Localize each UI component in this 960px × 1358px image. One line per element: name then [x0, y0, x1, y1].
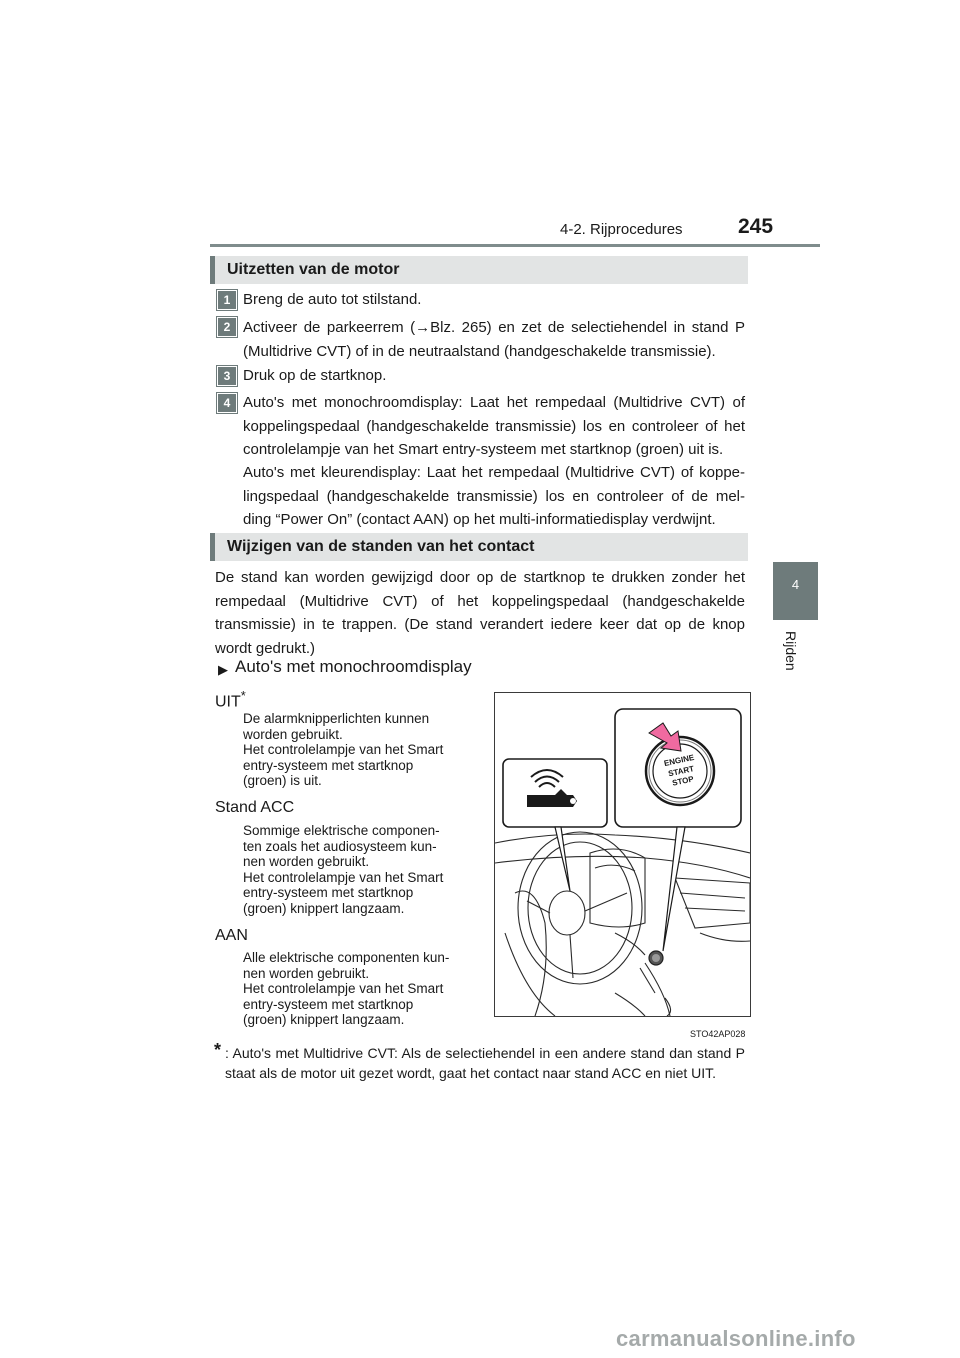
- triangle-bullet-icon: ▶: [218, 662, 228, 677]
- desc-line: (groen) knippert langzaam.: [243, 1012, 405, 1027]
- watermark-text: carmanualsonline.info: [616, 1326, 856, 1351]
- desc-line: (groen) knippert langzaam.: [243, 900, 405, 916]
- step-text: Activeer de parkeerrem (→Blz. 265) en zet de selectiehendel in stand P (Multidrive CVT) of in de neutraalstand (handgeschakelde transmissie).: [243, 319, 745, 360]
- mode-description-on: [243, 950, 475, 1028]
- desc-line: (groen) is uit.: [243, 773, 322, 788]
- step-text: Breng de auto tot stilstand.: [243, 291, 422, 308]
- desc-line: Het controlelampje van het Smart: [243, 742, 444, 757]
- desc-line: entry-systeem met startknop: [243, 885, 414, 900]
- engine-button-text: ENGINE: [663, 752, 696, 769]
- footnote-asterisk: *: [214, 1040, 222, 1060]
- intro-paragraph: De stand kan worden gewijzigd door op de startknop te drukken zonder het rempedaal (Multidrive CVT) of het koppelingspedaal (handgeschakelde transmissie) in te trappen. (De stand verandert iedere keer dat op de knop wordt gedrukt.): [215, 569, 745, 657]
- mode-description-off: [243, 711, 475, 789]
- desc-line: Het controlelampje van het Smart: [243, 981, 444, 996]
- step-text: Druk op de startknop.: [243, 367, 387, 384]
- desc-line: nen worden gebruikt.: [243, 854, 370, 869]
- engine-button-text: STOP: [671, 774, 695, 788]
- desc-line: nen worden gebruikt.: [243, 965, 370, 981]
- step-number-badge: 3: [217, 366, 237, 386]
- footnote-text: : Auto's met Multidrive CVT: Als de selectiehendel in een andere stand dan stand P staat als de motor uit gezet wordt, gaat het contact naar stand ACC en niet UIT.: [225, 1045, 745, 1081]
- chapter-tab-number: 4: [791, 577, 800, 592]
- header-rule: [210, 244, 820, 247]
- desc-line: Het controlelampje van het Smart: [243, 869, 444, 885]
- page-number: 245: [738, 215, 774, 238]
- step-number-badge: 2: [217, 317, 237, 337]
- step-number-badge: 4: [217, 393, 237, 413]
- chapter-tab-label: Rijden: [783, 631, 799, 671]
- step-number-badge: 1: [217, 290, 237, 310]
- desc-line: worden gebruikt.: [243, 726, 343, 742]
- dashboard-illustration: [494, 692, 751, 1017]
- running-header-section: 4-2. Rijprocedures: [560, 221, 683, 238]
- mode-label-acc: Stand ACC: [215, 799, 295, 816]
- desc-line: De alarmknipperlichten kunnen: [243, 711, 430, 726]
- desc-line: entry-systeem met startknop: [243, 996, 414, 1012]
- figure-code: STO42AP028: [690, 1029, 746, 1039]
- desc-line: Alle elektrische componenten kun-: [243, 950, 450, 965]
- mode-label-off: UIT*: [215, 688, 246, 711]
- desc-line: ten zoals het audiosysteem kun-: [243, 838, 437, 854]
- engine-button-text: START: [667, 764, 695, 779]
- mode-label-on: AAN: [215, 927, 248, 944]
- section-heading-ignition-modes: Wijzigen van de standen van het contact: [210, 533, 748, 561]
- step-text-continued: Auto's met kleurendisplay: Laat het rempedaal (Multidrive CVT) of koppe- lingspedaal (handgeschakelde transmissie) los en controleer of de mel- ding “Power On” (contact AAN) op het multi-informatiedisplay verdwijnt.: [243, 464, 745, 528]
- mode-description-acc: [243, 823, 475, 916]
- desc-line: Sommige elektrische componen-: [243, 823, 440, 838]
- desc-line: entry-systeem met startknop: [243, 757, 414, 773]
- step-text: Auto's met monochroomdisplay: Laat het rempedaal (Multidrive CVT) of koppelingspedaal (handgeschakelde transmissie) los en controleer of het controlelampje van het Smart entry-systeem met startknop (groen) uit is.: [243, 394, 745, 458]
- section-heading-engine-off: Uitzetten van de motor: [210, 256, 748, 284]
- subheading-monochrome: Auto's met monochroomdisplay: [235, 657, 472, 676]
- footnote-asterisk: *: [240, 688, 246, 703]
